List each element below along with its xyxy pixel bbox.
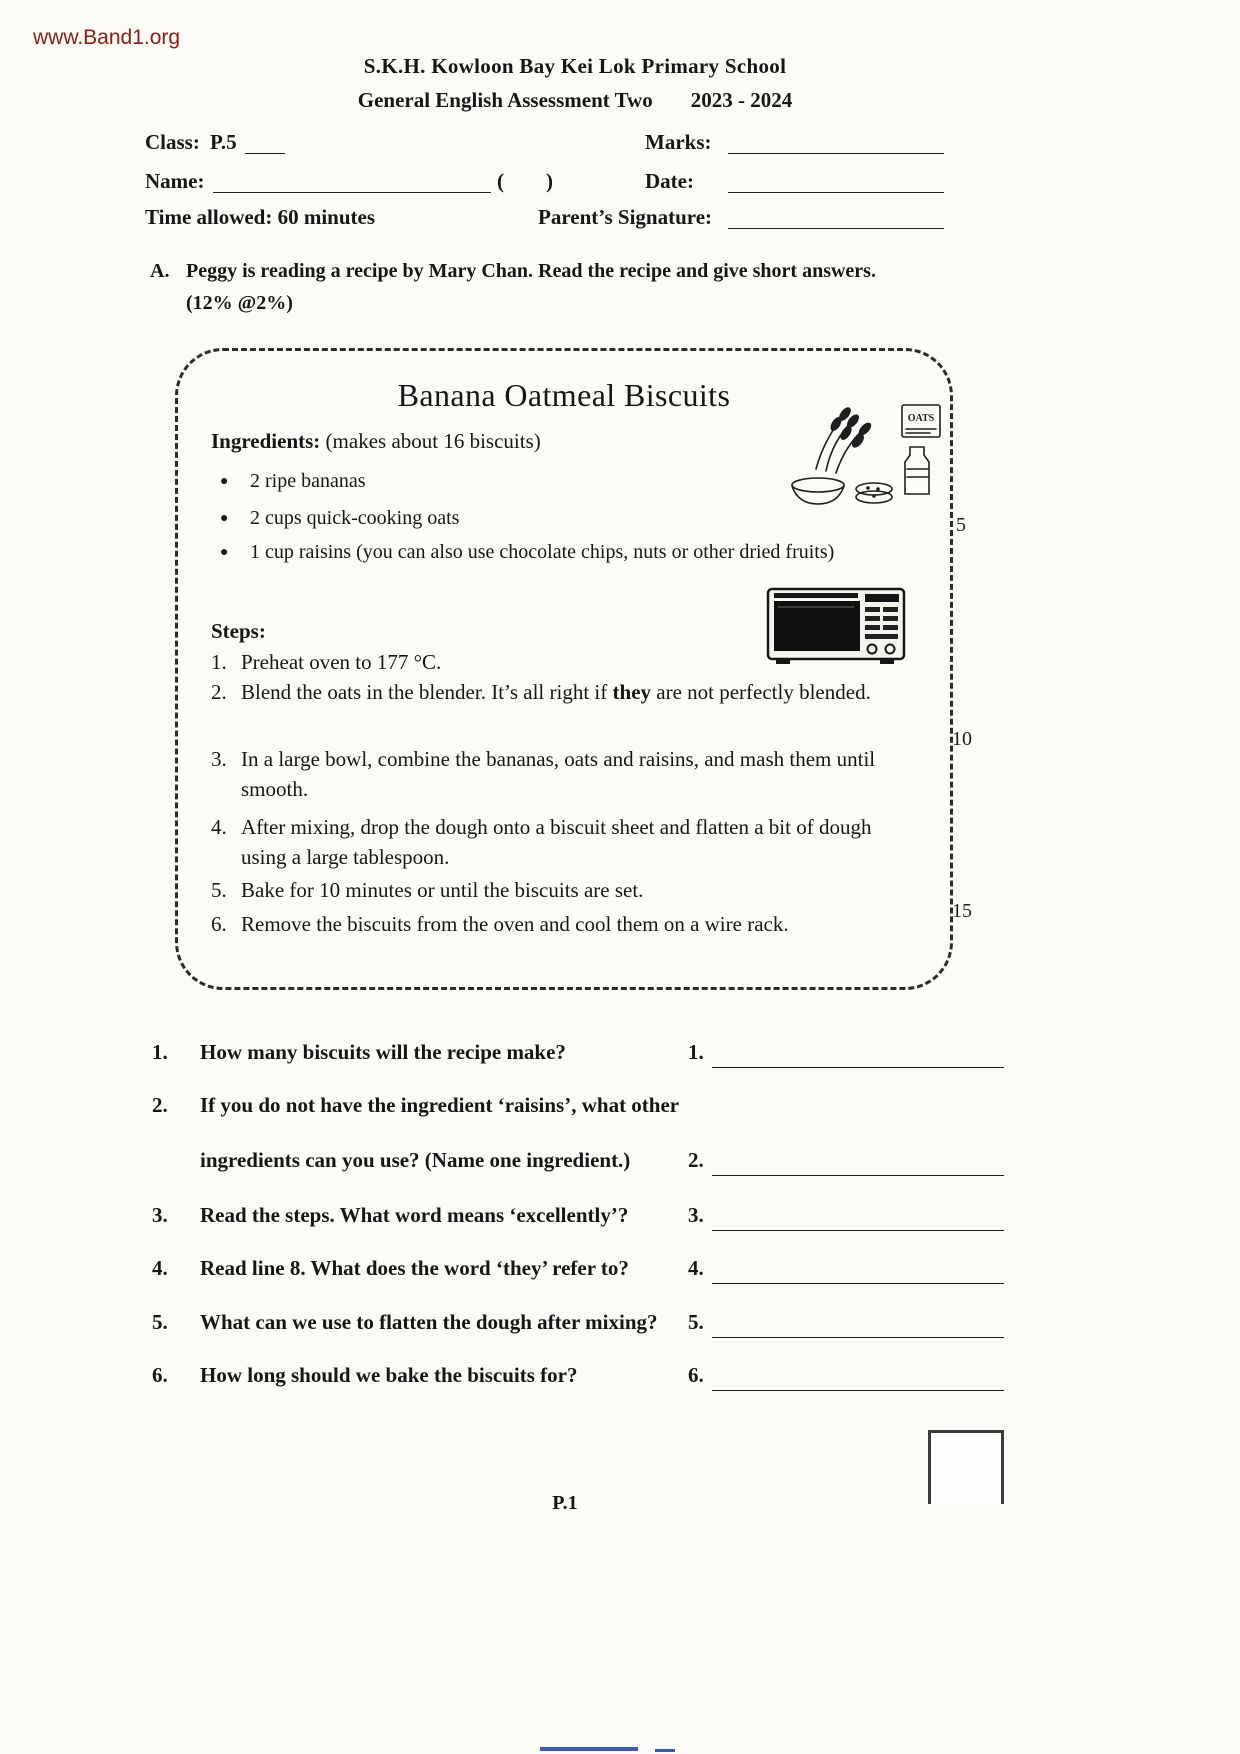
recipe-step	[211, 812, 906, 872]
question-number: 2.	[152, 1093, 168, 1117]
question-number: 3.	[152, 1203, 168, 1227]
ingredient-text: 1 cup raisins (you can also use chocolate chips, nuts or other dried fruits)	[250, 541, 835, 563]
question-number: 4.	[152, 1256, 168, 1280]
section-a-instruction: Peggy is reading a recipe by Mary Chan. Read the recipe and give short answers.	[186, 260, 876, 282]
bullet-icon: ●	[220, 511, 229, 526]
answer-blank-line	[712, 1337, 1004, 1338]
ingredients-heading	[211, 429, 541, 454]
answer-blank-line	[712, 1067, 1004, 1068]
question-text: If you do not have the ingredient ‘raisins’, what other	[200, 1093, 680, 1117]
scan-artifact-line	[540, 1747, 638, 1751]
step-text: Blend the oats in the blender. It’s all right if they are not perfectly blended.	[241, 680, 871, 704]
line-marker-15: 15	[952, 900, 972, 922]
step-number: 2.	[211, 680, 227, 704]
bullet-icon: ●	[220, 474, 229, 489]
question-text: Read the steps. What word means ‘excellently’?	[200, 1203, 629, 1227]
step-number: 3.	[211, 747, 227, 771]
recipe-step	[211, 909, 906, 939]
question-number: 6.	[152, 1363, 168, 1387]
ingredient-item	[220, 507, 459, 530]
step-number: 6.	[211, 912, 227, 936]
date-label: Date:	[645, 169, 694, 193]
recipe-step	[211, 647, 906, 677]
answer-number: 2.	[688, 1148, 704, 1172]
question-text: Read line 8. What does the word ‘they’ refer to?	[200, 1256, 629, 1280]
recipe-step	[211, 677, 906, 707]
answer-number: 6.	[688, 1363, 704, 1387]
question-number: 5.	[152, 1310, 168, 1334]
parent-signature-label: Parent’s Signature:	[538, 205, 713, 229]
question-text: ingredients can you use? (Name one ingredient.)	[200, 1148, 631, 1172]
watermark-text: www.Band1.org	[33, 26, 181, 49]
answer-number: 3.	[688, 1203, 704, 1227]
answer-number: 5.	[688, 1310, 704, 1334]
scan-artifact-line	[655, 1749, 675, 1752]
ingredient-item	[220, 541, 834, 564]
question-row	[0, 1203, 1240, 1243]
recipe-step	[211, 875, 906, 905]
page-number: P.1	[552, 1492, 578, 1514]
class-label: Class:	[145, 130, 200, 154]
emphasized-word: they	[612, 680, 652, 704]
answer-blank-line	[712, 1283, 1004, 1284]
question-row	[0, 1093, 1240, 1193]
question-row	[0, 1256, 1240, 1296]
assessment-title	[0, 88, 1150, 113]
question-row	[0, 1040, 1240, 1080]
question-text: What can we use to flatten the dough after mixing?	[200, 1310, 658, 1334]
question-row	[0, 1310, 1240, 1350]
recipe-title: Banana Oatmeal Biscuits	[397, 377, 731, 413]
name-blank-line	[213, 192, 491, 193]
answer-blank-line	[712, 1175, 1004, 1176]
answer-number: 4.	[688, 1256, 704, 1280]
step-text: In a large bowl, combine the bananas, oats and raisins, and mash them until smooth.	[241, 747, 876, 801]
marks-blank-line	[728, 153, 944, 154]
time-allowed-label: Time allowed: 60 minutes	[145, 205, 376, 229]
assessment-name: General English Assessment Two	[357, 88, 653, 112]
section-a-label: A.	[150, 260, 170, 282]
assessment-year: 2023 - 2024	[690, 88, 793, 112]
question-number: 1.	[152, 1040, 168, 1064]
name-label: Name:	[145, 169, 205, 193]
question-row	[0, 1363, 1240, 1403]
recipe-card	[175, 348, 953, 990]
answer-blank-line	[712, 1390, 1004, 1391]
school-name: S.K.H. Kowloon Bay Kei Lok Primary School	[363, 54, 787, 78]
ingredient-item	[220, 470, 366, 493]
ingredients-note: (makes about 16 biscuits)	[320, 429, 541, 453]
question-text: How many biscuits will the recipe make?	[200, 1040, 566, 1064]
question-text: How long should we bake the biscuits for?	[200, 1363, 578, 1387]
date-blank-line	[728, 192, 944, 193]
section-a-marks-note: (12% @2%)	[186, 292, 293, 314]
answer-number: 1.	[688, 1040, 704, 1064]
oats-ingredients-illustration	[786, 393, 946, 515]
step-text: Bake for 10 minutes or until the biscuits are set.	[241, 878, 644, 902]
class-blank-line	[245, 153, 285, 154]
oats-packet-label: OATS	[907, 413, 935, 424]
steps-heading: Steps:	[211, 619, 266, 643]
name-brackets: ( )	[497, 169, 553, 193]
line-marker-10: 10	[952, 728, 972, 750]
step-number: 1.	[211, 650, 227, 674]
recipe-step	[211, 744, 906, 804]
class-value: P.5	[210, 130, 237, 154]
ingredient-text: 2 cups quick-cooking oats	[250, 507, 460, 529]
step-number: 5.	[211, 878, 227, 902]
line-marker-5: 5	[956, 514, 966, 536]
corner-mark-box	[928, 1430, 1004, 1504]
bullet-icon: ●	[220, 545, 229, 560]
step-number: 4.	[211, 815, 227, 839]
marks-label: Marks:	[645, 130, 712, 154]
answer-blank-line	[712, 1230, 1004, 1231]
step-text: Preheat oven to 177 °C.	[241, 650, 442, 674]
ingredients-label: Ingredients:	[211, 429, 321, 453]
ingredient-text: 2 ripe bananas	[250, 470, 366, 492]
signature-blank-line	[728, 228, 944, 229]
step-text: Remove the biscuits from the oven and cool them on a wire rack.	[241, 912, 789, 936]
step-text: After mixing, drop the dough onto a biscuit sheet and flatten a bit of dough using a large tablespoon.	[241, 815, 872, 869]
